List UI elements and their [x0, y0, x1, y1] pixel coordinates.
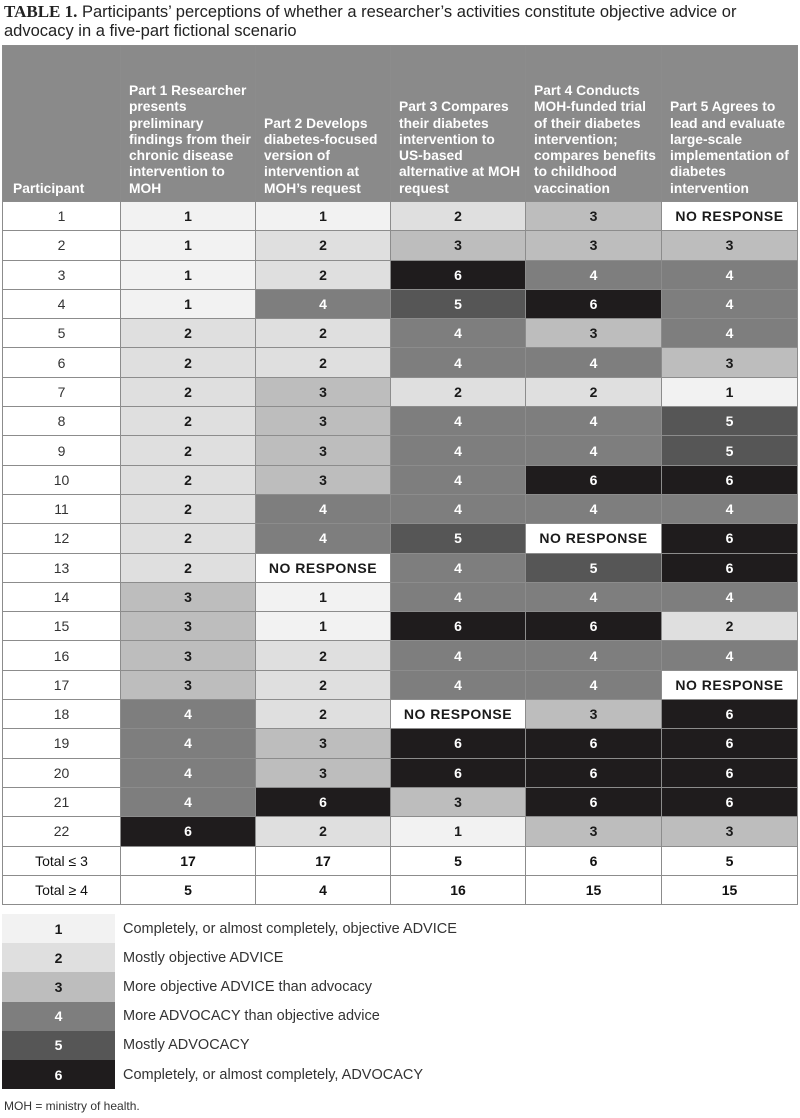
- rating-cell-part-3: 1: [391, 817, 526, 846]
- rating-cell-part-4: 4: [526, 348, 662, 377]
- legend-swatch: 6: [2, 1060, 115, 1089]
- legend-description: Mostly objective ADVICE: [115, 943, 797, 972]
- rating-cell-part-1: 2: [121, 377, 256, 406]
- rating-cell-part-2: 2: [256, 260, 391, 289]
- rating-cell-part-3: 4: [391, 465, 526, 494]
- rating-cell-part-5: 4: [662, 494, 798, 523]
- rating-cell-part-4: NO RESPONSE: [526, 524, 662, 553]
- legend-description: More objective ADVICE than advocacy: [115, 972, 797, 1001]
- rating-cell-part-1: 4: [121, 700, 256, 729]
- rating-cell-part-4: 4: [526, 641, 662, 670]
- rating-cell-part-3: 6: [391, 758, 526, 787]
- table-row: [3, 817, 798, 846]
- legend-row: [2, 1060, 797, 1089]
- total-cell-part-2: 4: [256, 875, 391, 904]
- table-row: [3, 436, 798, 465]
- table-body: [3, 202, 798, 905]
- table-row: [3, 407, 798, 436]
- participant-number: 5: [3, 319, 121, 348]
- header-participant: Participant: [3, 46, 121, 202]
- rating-cell-part-1: 2: [121, 348, 256, 377]
- table-row: [3, 202, 798, 231]
- rating-cell-part-2: 3: [256, 465, 391, 494]
- table-row: [3, 465, 798, 494]
- table-row: [3, 289, 798, 318]
- participant-number: 6: [3, 348, 121, 377]
- total-cell-part-3: 16: [391, 875, 526, 904]
- header-part-5: Part 5 Agrees to lead and evaluate large-scale implementation of diabetes intervention: [662, 46, 798, 202]
- rating-cell-part-2: 2: [256, 319, 391, 348]
- rating-cell-part-4: 3: [526, 231, 662, 260]
- rating-cell-part-4: 3: [526, 319, 662, 348]
- rating-cell-part-4: 2: [526, 377, 662, 406]
- table-row: [3, 641, 798, 670]
- rating-cell-part-1: 1: [121, 202, 256, 231]
- rating-cell-part-3: 5: [391, 289, 526, 318]
- rating-cell-part-3: 3: [391, 231, 526, 260]
- rating-cell-part-2: 3: [256, 377, 391, 406]
- rating-cell-part-3: 6: [391, 260, 526, 289]
- rating-cell-part-5: 4: [662, 319, 798, 348]
- rating-cell-part-3: NO RESPONSE: [391, 700, 526, 729]
- legend-swatch: 5: [2, 1031, 115, 1060]
- participant-number: 20: [3, 758, 121, 787]
- table-row: [3, 787, 798, 816]
- rating-cell-part-3: 4: [391, 436, 526, 465]
- table-row: [3, 260, 798, 289]
- table-row: [3, 670, 798, 699]
- rating-cell-part-5: 3: [662, 817, 798, 846]
- rating-cell-part-2: 1: [256, 582, 391, 611]
- participant-number: 9: [3, 436, 121, 465]
- rating-cell-part-2: NO RESPONSE: [256, 553, 391, 582]
- rating-cell-part-1: 3: [121, 641, 256, 670]
- rating-cell-part-1: 2: [121, 553, 256, 582]
- caption-text: Participants’ perceptions of whether a researcher’s activities constitute objective advice or advocacy in a five-part fictional scenario: [4, 3, 737, 40]
- rating-cell-part-2: 3: [256, 436, 391, 465]
- total-cell-part-5: 15: [662, 875, 798, 904]
- participant-number: 13: [3, 553, 121, 582]
- total-cell-part-4: 15: [526, 875, 662, 904]
- rating-cell-part-1: 3: [121, 670, 256, 699]
- rating-cell-part-3: 2: [391, 377, 526, 406]
- rating-cell-part-3: 4: [391, 407, 526, 436]
- rating-cell-part-2: 2: [256, 641, 391, 670]
- rating-cell-part-2: 6: [256, 787, 391, 816]
- participant-number: 10: [3, 465, 121, 494]
- table-row: [3, 377, 798, 406]
- rating-cell-part-5: NO RESPONSE: [662, 670, 798, 699]
- table-row: [3, 582, 798, 611]
- rating-cell-part-4: 6: [526, 612, 662, 641]
- rating-cell-part-1: 2: [121, 319, 256, 348]
- legend-swatch: 1: [2, 914, 115, 943]
- participant-number: 1: [3, 202, 121, 231]
- perceptions-table: [2, 45, 798, 905]
- participant-number: 3: [3, 260, 121, 289]
- rating-cell-part-1: 2: [121, 494, 256, 523]
- rating-cell-part-4: 4: [526, 670, 662, 699]
- table-row: [3, 319, 798, 348]
- legend-row: [2, 1002, 797, 1031]
- rating-cell-part-5: 6: [662, 553, 798, 582]
- rating-cell-part-2: 2: [256, 817, 391, 846]
- header-row: [3, 46, 798, 202]
- total-cell-part-5: 5: [662, 846, 798, 875]
- rating-cell-part-2: 2: [256, 670, 391, 699]
- participant-number: 17: [3, 670, 121, 699]
- rating-cell-part-2: 2: [256, 700, 391, 729]
- rating-cell-part-5: NO RESPONSE: [662, 202, 798, 231]
- rating-cell-part-4: 4: [526, 436, 662, 465]
- rating-cell-part-2: 1: [256, 202, 391, 231]
- rating-cell-part-1: 4: [121, 758, 256, 787]
- rating-cell-part-5: 4: [662, 641, 798, 670]
- participant-number: 18: [3, 700, 121, 729]
- totals-row: [3, 875, 798, 904]
- participant-number: 15: [3, 612, 121, 641]
- rating-cell-part-1: 1: [121, 231, 256, 260]
- table-row: [3, 231, 798, 260]
- rating-cell-part-3: 5: [391, 524, 526, 553]
- rating-cell-part-5: 2: [662, 612, 798, 641]
- rating-cell-part-5: 6: [662, 729, 798, 758]
- total-cell-part-3: 5: [391, 846, 526, 875]
- rating-cell-part-4: 4: [526, 260, 662, 289]
- totals-label: Total ≥ 4: [3, 875, 121, 904]
- rating-cell-part-1: 1: [121, 289, 256, 318]
- total-cell-part-2: 17: [256, 846, 391, 875]
- participant-number: 12: [3, 524, 121, 553]
- rating-cell-part-1: 1: [121, 260, 256, 289]
- rating-cell-part-1: 3: [121, 582, 256, 611]
- rating-cell-part-4: 5: [526, 553, 662, 582]
- rating-cell-part-2: 4: [256, 289, 391, 318]
- legend-body: [2, 914, 797, 1089]
- rating-cell-part-5: 4: [662, 289, 798, 318]
- rating-cell-part-5: 6: [662, 758, 798, 787]
- rating-cell-part-3: 4: [391, 641, 526, 670]
- rating-cell-part-1: 2: [121, 465, 256, 494]
- rating-cell-part-5: 6: [662, 700, 798, 729]
- header-part-2: Part 2 Develops diabetes-focused version of intervention at MOH’s request: [256, 46, 391, 202]
- rating-cell-part-3: 4: [391, 553, 526, 582]
- rating-cell-part-1: 2: [121, 524, 256, 553]
- participant-number: 19: [3, 729, 121, 758]
- table-caption: [4, 2, 796, 41]
- rating-cell-part-4: 4: [526, 407, 662, 436]
- table-row: [3, 729, 798, 758]
- rating-cell-part-5: 5: [662, 407, 798, 436]
- rating-cell-part-2: 2: [256, 231, 391, 260]
- rating-cell-part-2: 2: [256, 348, 391, 377]
- legend-row: [2, 943, 797, 972]
- footnote: MOH = ministry of health.: [4, 1099, 140, 1113]
- legend-swatch: 3: [2, 972, 115, 1001]
- legend-row: [2, 972, 797, 1001]
- participant-number: 14: [3, 582, 121, 611]
- rating-cell-part-3: 6: [391, 729, 526, 758]
- participant-number: 7: [3, 377, 121, 406]
- rating-cell-part-4: 6: [526, 758, 662, 787]
- rating-cell-part-3: 4: [391, 494, 526, 523]
- rating-cell-part-4: 6: [526, 729, 662, 758]
- legend-description: More ADVOCACY than objective advice: [115, 1002, 797, 1031]
- legend-description: Completely, or almost completely, ADVOCACY: [115, 1060, 797, 1089]
- rating-cell-part-4: 6: [526, 289, 662, 318]
- totals-label: Total ≤ 3: [3, 846, 121, 875]
- rating-cell-part-4: 3: [526, 700, 662, 729]
- legend-table: [2, 914, 797, 1089]
- legend-description: Completely, or almost completely, objective ADVICE: [115, 914, 797, 943]
- rating-cell-part-4: 4: [526, 582, 662, 611]
- header-part-4: Part 4 Conducts MOH-funded trial of their diabetes intervention; compares benefits to childhood vaccination: [526, 46, 662, 202]
- header-part-3: Part 3 Compares their diabetes intervention to US-based alternative at MOH request: [391, 46, 526, 202]
- rating-cell-part-2: 4: [256, 524, 391, 553]
- table-row: [3, 758, 798, 787]
- table-row: [3, 553, 798, 582]
- rating-cell-part-3: 4: [391, 348, 526, 377]
- legend-swatch: 4: [2, 1002, 115, 1031]
- rating-cell-part-2: 1: [256, 612, 391, 641]
- rating-cell-part-3: 6: [391, 612, 526, 641]
- total-cell-part-1: 17: [121, 846, 256, 875]
- participant-number: 11: [3, 494, 121, 523]
- rating-cell-part-4: 3: [526, 202, 662, 231]
- table-row: [3, 494, 798, 523]
- rating-cell-part-2: 3: [256, 758, 391, 787]
- legend-row: [2, 1031, 797, 1060]
- rating-cell-part-3: 4: [391, 582, 526, 611]
- participant-number: 8: [3, 407, 121, 436]
- rating-cell-part-1: 3: [121, 612, 256, 641]
- header-part-1: Part 1 Researcher presents preliminary findings from their chronic disease intervention to MOH: [121, 46, 256, 202]
- rating-cell-part-1: 4: [121, 729, 256, 758]
- caption-label: TABLE 1.: [4, 2, 78, 21]
- rating-cell-part-3: 4: [391, 319, 526, 348]
- rating-cell-part-5: 5: [662, 436, 798, 465]
- rating-cell-part-4: 6: [526, 787, 662, 816]
- rating-cell-part-4: 4: [526, 494, 662, 523]
- legend-row: [2, 914, 797, 943]
- participant-number: 22: [3, 817, 121, 846]
- rating-cell-part-4: 6: [526, 465, 662, 494]
- rating-cell-part-1: 2: [121, 436, 256, 465]
- rating-cell-part-3: 2: [391, 202, 526, 231]
- legend-description: Mostly ADVOCACY: [115, 1031, 797, 1060]
- table-row: [3, 524, 798, 553]
- table-row: [3, 612, 798, 641]
- rating-cell-part-5: 6: [662, 787, 798, 816]
- rating-cell-part-2: 3: [256, 729, 391, 758]
- rating-cell-part-5: 4: [662, 582, 798, 611]
- rating-cell-part-3: 4: [391, 670, 526, 699]
- rating-cell-part-5: 3: [662, 231, 798, 260]
- rating-cell-part-4: 3: [526, 817, 662, 846]
- participant-number: 16: [3, 641, 121, 670]
- rating-cell-part-5: 3: [662, 348, 798, 377]
- table-row: [3, 700, 798, 729]
- rating-cell-part-2: 4: [256, 494, 391, 523]
- rating-cell-part-3: 3: [391, 787, 526, 816]
- rating-cell-part-1: 2: [121, 407, 256, 436]
- rating-cell-part-5: 1: [662, 377, 798, 406]
- rating-cell-part-1: 4: [121, 787, 256, 816]
- rating-cell-part-1: 6: [121, 817, 256, 846]
- totals-row: [3, 846, 798, 875]
- total-cell-part-1: 5: [121, 875, 256, 904]
- participant-number: 2: [3, 231, 121, 260]
- rating-cell-part-2: 3: [256, 407, 391, 436]
- participant-number: 21: [3, 787, 121, 816]
- rating-cell-part-5: 6: [662, 524, 798, 553]
- legend-swatch: 2: [2, 943, 115, 972]
- table-row: [3, 348, 798, 377]
- rating-cell-part-5: 6: [662, 465, 798, 494]
- rating-cell-part-5: 4: [662, 260, 798, 289]
- total-cell-part-4: 6: [526, 846, 662, 875]
- participant-number: 4: [3, 289, 121, 318]
